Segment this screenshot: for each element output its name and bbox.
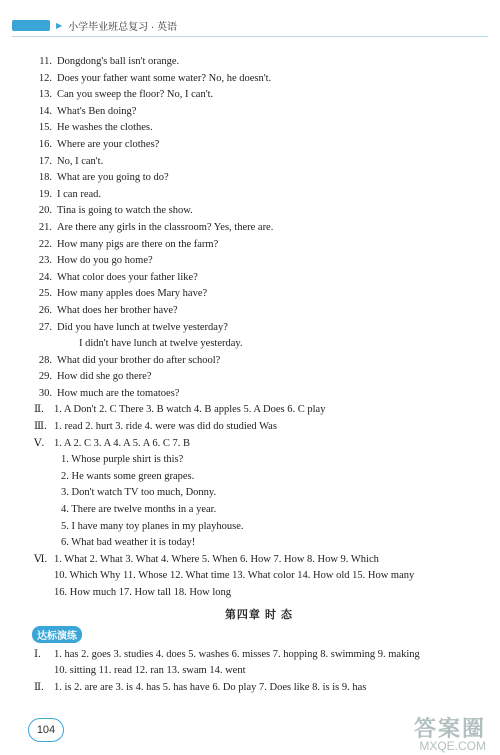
section-6-line: 10. Which Why 11. Whose 12. What time 13. What color 14. How old 15. How many [54,570,415,582]
item-text: What's Ben doing? [57,105,137,117]
item-text: How many apples does Mary have? [57,288,208,300]
item-text: I can read. [57,188,102,200]
list-item [34,87,484,104]
item-text: Where are your clothes? [57,138,160,150]
item-text: Are there any girls in the classroom? Yes, there are. [57,221,274,233]
item-number: 19. [38,188,52,200]
section-3: Ⅲ. 1. read 2. hurt 3. ride 4. were was did do studied Was [34,421,277,433]
item-number: 12. [38,72,52,84]
item-text: How did she go there? [57,371,152,383]
item-number: 14. [38,105,52,117]
section-5-line: 4. There are twelve months in a year. [61,504,217,516]
list-item [34,270,484,287]
item-number: 13. [38,89,52,101]
section-5-line: 1. Whose purple shirt is this? [61,454,184,466]
answer-list [34,54,484,402]
item-text: How many pigs are there on the farm? [57,238,219,250]
list-item [34,203,484,220]
item-number: 24. [38,271,52,283]
item-text: What color does your father like? [57,271,198,283]
ch4-section-1: Ⅰ. 1. has 2. goes 3. studies 4. does 5. washes 6. misses 7. hopping 8. swimming 9. making [34,648,420,660]
item-number: 18. [38,172,52,184]
list-item [34,336,484,353]
watermark: 答案圈 MXQE.COM [413,716,486,753]
item-number: 22. [38,238,52,250]
section-2: Ⅱ. 1. A Don't 2. C There 3. B watch 4. B apples 5. A Does 6. C play [34,404,326,416]
list-item [34,369,484,386]
item-number: 16. [38,138,52,150]
item-text: How do you go home? [57,255,153,267]
ch4-section-2: Ⅱ. 1. is 2. are are 3. is 4. has 5. has have 6. Do play 7. Does like 8. is is 9. has [34,681,367,693]
item-number: 25. [38,288,52,300]
item-number: 17. [38,155,52,167]
list-item [34,220,484,237]
item-number: 27. [38,321,52,333]
item-number: 26. [38,304,52,316]
header-badge [12,20,50,31]
item-text: Does your father want some water? No, he doesn't. [57,72,272,84]
list-item [34,253,484,270]
arrow-icon: ▶ [56,21,63,30]
chapter-title: 第四章 时 态 [224,608,294,621]
item-number: 11. [39,56,52,67]
item-text: Dongdong's ball isn't orange. [57,56,180,67]
item-text: No, I can't. [57,155,104,167]
ch4-section-1-line: 10. sitting 11. read 12. ran 13. swam 14. went [54,665,246,677]
list-item [34,320,484,337]
list-item [34,386,484,403]
section-5-line: 6. What bad weather it is today! [61,537,196,549]
item-number: 30. [38,387,52,399]
item-text: What are you going to do? [57,172,169,184]
list-item [34,104,484,121]
item-number: 15. [38,122,52,134]
list-item [34,137,484,154]
item-text: I didn't have lunch at twelve yesterday. [79,338,243,350]
list-item [34,237,484,254]
item-text: Tina is going to watch the show. [57,205,193,217]
list-item [34,303,484,320]
list-item [34,187,484,204]
list-item [34,353,484,370]
list-item [34,120,484,137]
page-number: 104 [28,718,64,742]
list-item [34,170,484,187]
list-item [34,54,484,71]
section-5: Ⅴ. 1. A 2. C 3. A 4. A 5. A 6. C 7. B [34,437,190,449]
item-text: How much are the tomatoes? [57,387,180,399]
item-text: Did you have lunch at twelve yesterday? [57,321,228,333]
practice-badge: 达标演练 [32,626,82,643]
item-number: 21. [38,221,52,233]
list-item [34,71,484,88]
list-item [34,286,484,303]
item-text: What did your brother do after school? [57,354,221,366]
section-6-line: 16. How much 17. How tall 18. How long [54,587,232,598]
section-6: Ⅵ. 1. What 2. What 3. What 4. Where 5. When 6. How 7. How 8. How 9. Which [34,553,379,565]
item-number: 20. [38,205,52,217]
section-5-line: 2. He wants some green grapes. [61,470,195,482]
answer-content [34,54,484,696]
item-number: 28. [38,354,52,366]
item-text: He washes the clothes. [57,122,153,134]
item-number: 23. [38,255,52,267]
item-number: 29. [38,371,52,383]
page-header [12,18,177,33]
item-text: Can you sweep the floor? No, I can't. [57,89,214,101]
list-item [34,154,484,171]
section-5-line: 5. I have many toy planes in my playhouse. [61,520,244,532]
item-text: What does her brother have? [57,304,178,316]
section-5-line: 3. Don't watch TV too much, Donny. [61,487,217,499]
header-divider [12,36,488,37]
header-title: 小学毕业班总复习 · 英语 [68,22,178,33]
